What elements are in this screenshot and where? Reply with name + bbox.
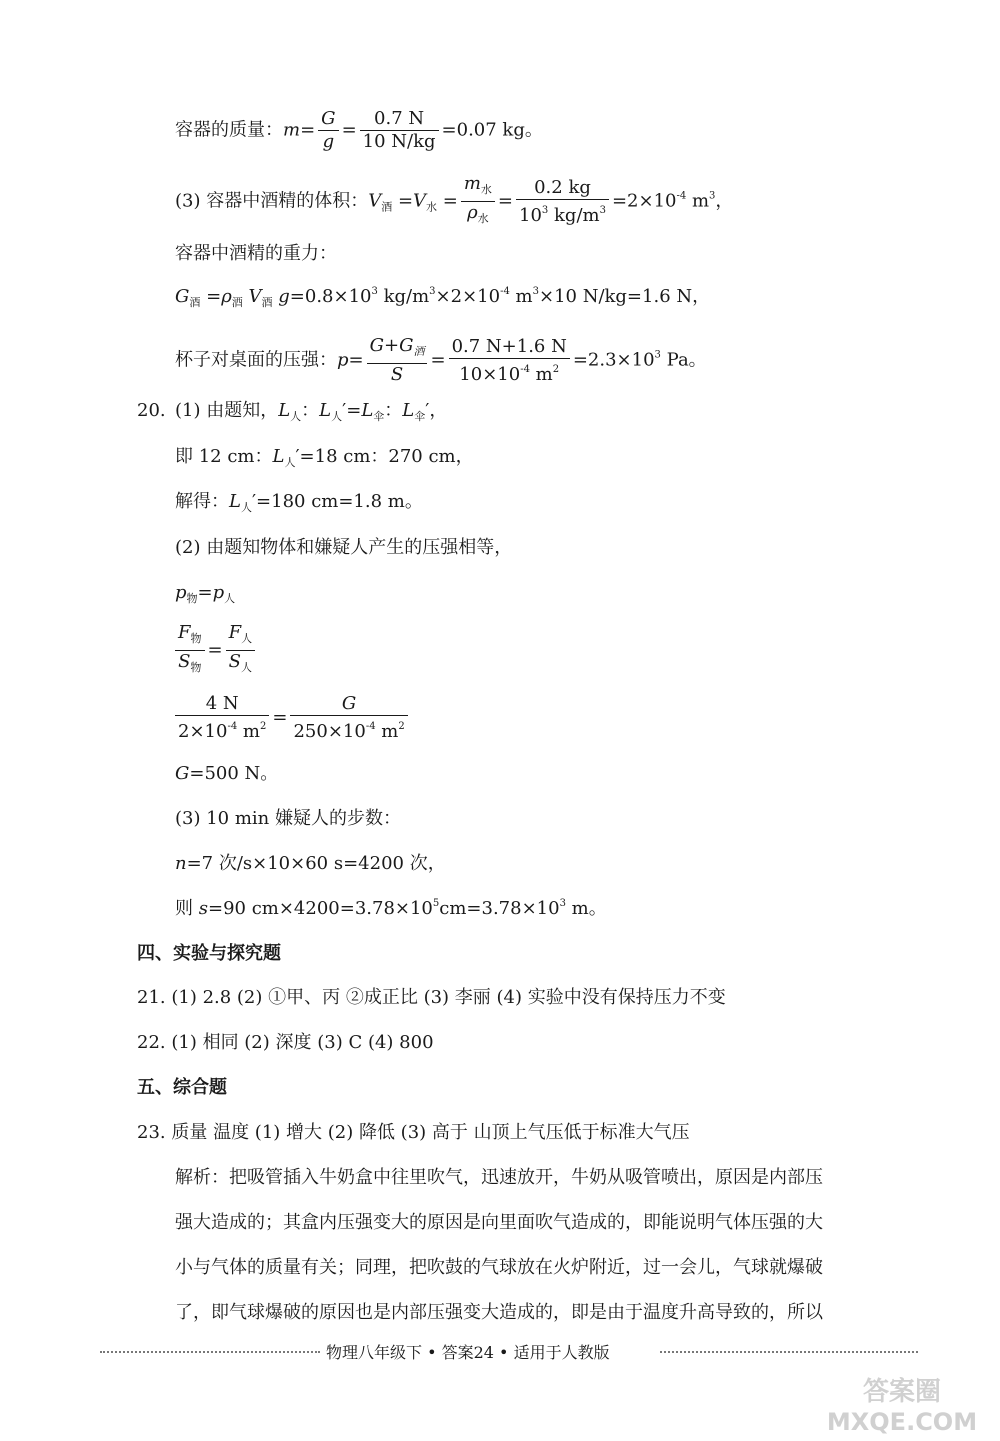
colon: ： [384, 400, 403, 421]
fraction-values [449, 336, 570, 386]
subscript: 人 [224, 592, 236, 605]
analysis-line-2 [175, 1212, 823, 1234]
superscript: -4 [676, 190, 687, 202]
superscript: 3 [559, 898, 566, 909]
fraction-denominator [461, 202, 495, 230]
subscript: 酒 [381, 200, 393, 214]
superscript: 3 [429, 286, 436, 297]
superscript: -4 [500, 286, 510, 297]
subscript: 物 [190, 632, 202, 645]
fraction-denominator: g [322, 131, 335, 152]
result-text: =0.07 kg。 [441, 119, 543, 141]
fraction-numerator [175, 622, 205, 651]
equals: = [200, 286, 222, 307]
subscript: 水 [480, 183, 492, 196]
label-text: (3) 10 min 嫌疑人的步数： [175, 808, 401, 829]
fraction-values [360, 108, 439, 153]
q20-part2-line2 [175, 582, 235, 605]
cup-pressure-line [175, 335, 707, 386]
subscript: 人 [290, 410, 302, 423]
var-L: L [361, 400, 374, 421]
equals: = [392, 190, 414, 212]
analysis-line-4 [175, 1302, 823, 1324]
value: =0.8×10 [289, 286, 372, 307]
result-text: =2.3×10 [572, 349, 655, 371]
section-5-heading [137, 1077, 227, 1099]
subscript: 人 [284, 456, 296, 469]
q22-line [137, 1032, 434, 1054]
section-4-heading [137, 943, 281, 965]
result-text: =7 次/s×10×60 s=4200 次， [186, 853, 446, 874]
q20-number [137, 400, 166, 422]
value: 10×10 [459, 363, 521, 385]
var-L: L [272, 446, 285, 467]
equals: = [341, 119, 357, 141]
watermark-logo [812, 1376, 992, 1436]
footer-label: 物理八年级下 • 答案24 • 适用于人教版 [326, 1343, 610, 1362]
subscript: 伞 [373, 410, 385, 423]
unit: m [375, 721, 399, 742]
superscript: 2 [552, 363, 560, 375]
label-text: 容器的质量： [175, 119, 283, 141]
result-text: ×10 N/kg=1.6 N， [538, 286, 711, 307]
alcohol-gravity-label [175, 243, 337, 265]
fraction-force-area [175, 693, 269, 743]
alcohol-volume-line [175, 173, 733, 230]
superscript: 2 [398, 721, 405, 732]
watermark-graphic [812, 1376, 992, 1436]
label-text: 杯子对桌面的压强： [175, 349, 337, 371]
var-m: m [463, 173, 481, 194]
fraction-numerator: 0.7 N+1.6 N [449, 336, 570, 359]
value: 250×10 [293, 721, 366, 742]
prime: ′ [342, 400, 347, 421]
var-F: F [178, 622, 191, 643]
fraction-numerator [226, 622, 256, 651]
equals: = [197, 582, 213, 603]
superscript: 3 [371, 286, 378, 297]
label-text: (3) 容器中酒精的体积： [175, 190, 369, 212]
subscript: 人 [241, 632, 253, 645]
var-L: L [229, 491, 241, 512]
superscript: 3 [654, 349, 661, 361]
analysis-line-3 [175, 1257, 823, 1279]
var-p: p [212, 582, 225, 603]
fraction-values [516, 177, 609, 227]
fraction-denominator [175, 716, 269, 743]
subscript: 酒 [261, 296, 273, 309]
equals: = [300, 119, 316, 141]
equals: = [207, 639, 223, 661]
superscript: 3 [709, 190, 716, 202]
equals: = [272, 707, 288, 728]
var-G: G [175, 286, 190, 307]
var-F: F [228, 622, 242, 643]
equals: = [430, 349, 446, 371]
watermark-logo-text: 答案圈 [862, 1377, 942, 1407]
equals: = [497, 190, 514, 212]
label-text: 解得： [175, 491, 229, 512]
q20-part3-line2 [175, 853, 446, 875]
var-g: g [272, 286, 290, 307]
punctuation: ， [429, 400, 448, 421]
unit: m [686, 190, 710, 212]
superscript: 3 [541, 204, 549, 216]
var-p: p [337, 349, 349, 371]
answer-text: 23. 质量 温度 (1) 增大 (2) 降低 (3) 高于 山顶上气压低于标准大气压 [137, 1122, 690, 1143]
superscript: -4 [365, 721, 376, 732]
q20-part3-line1 [175, 808, 401, 830]
label-text: 则 [175, 898, 199, 919]
q23-line [137, 1122, 690, 1144]
fraction-denominator [290, 716, 407, 743]
var-rho: ρ [467, 202, 478, 223]
value: G+G [369, 335, 414, 356]
superscript: -4 [520, 363, 530, 375]
unit: m [529, 363, 553, 385]
subscript: 物 [190, 661, 202, 674]
subscript: 人 [331, 410, 343, 423]
value: 10 [519, 204, 542, 226]
subscript: 酒 [413, 345, 425, 358]
unit: kg/m [548, 204, 600, 226]
section-title: 四、实验与探究题 [137, 943, 281, 964]
section-title: 五、综合题 [137, 1077, 227, 1098]
answer-text: 21. (1) 2.8 (2) ①甲、丙 ②成正比 (3) 李丽 (4) 实验中没有保持压力不变 [137, 987, 726, 1008]
unit: m。 [565, 898, 607, 919]
result-text: ′=18 cm：270 cm， [295, 446, 474, 467]
container-mass-line [175, 108, 543, 153]
label-text: 容器中酒精的重力： [175, 243, 337, 264]
fraction-denominator [449, 359, 570, 386]
var-rho: ρ [221, 286, 232, 307]
q20-part1-line3 [175, 491, 423, 514]
analysis-text: 了，即气球爆破的原因也是内部压强变大造成的，即是由于温度升高导致的，所以 [175, 1302, 823, 1323]
unit: kg/m [377, 286, 430, 307]
fraction-denominator [226, 651, 256, 679]
var-V: V [413, 190, 427, 212]
superscript: 3 [599, 204, 606, 216]
var-n: n [175, 853, 187, 874]
q20-part3-line3 [175, 898, 607, 920]
q20-part2-line4 [172, 693, 411, 743]
subscript: 人 [241, 661, 253, 674]
subscript: 水 [426, 200, 438, 214]
footer-dotted-rule-right [660, 1351, 918, 1353]
unit: m [237, 721, 260, 742]
fraction-G-area [290, 693, 407, 743]
var-L: L [278, 400, 291, 421]
analysis-text: 强大造成的；其盒内压强变大的原因是向里面吹气造成的，即能说明气体压强的大 [175, 1212, 823, 1233]
alcohol-gravity-formula [175, 286, 710, 309]
fraction-G-over-S [367, 335, 428, 386]
superscript: -4 [227, 721, 238, 732]
fraction-m-over-rho [461, 173, 495, 230]
q20-part2-line3 [172, 622, 258, 679]
value: =90 cm×4200=3.78×10 [207, 898, 433, 919]
label-text: (1) 由题知， [175, 400, 279, 421]
fraction-numerator [461, 173, 495, 202]
fraction-numerator: G [290, 693, 407, 716]
result-text: =500 N。 [189, 763, 279, 784]
subscript: 伞 [414, 410, 426, 423]
subscript: 物 [186, 592, 198, 605]
q21-line [137, 987, 726, 1009]
fraction-numerator: G [318, 108, 338, 131]
q20-part2-line1 [175, 537, 512, 559]
answer-text: 22. (1) 相同 (2) 深度 (3) C (4) 800 [137, 1032, 434, 1053]
fraction-numerator: 4 N [175, 693, 269, 716]
var-S: S [228, 651, 242, 672]
var-G: G [175, 763, 190, 784]
var-p: p [175, 582, 187, 603]
label-text: (2) 由题知物体和嫌疑人产生的压强相等， [175, 537, 513, 558]
subscript: 酒 [231, 296, 243, 309]
fraction-denominator [175, 651, 205, 679]
fraction-numerator [367, 335, 428, 364]
q20-part1-line1 [175, 400, 447, 423]
var-S: S [178, 651, 191, 672]
equals: = [346, 400, 362, 421]
label-text: 即 12 cm： [175, 446, 273, 467]
colon: ： [301, 400, 320, 421]
superscript: 2 [260, 721, 267, 732]
subscript: 酒 [189, 296, 201, 309]
q20-part2-line5 [175, 763, 278, 785]
q20-part1-line2 [175, 446, 474, 469]
var-L: L [402, 400, 415, 421]
fraction-F-over-S [175, 622, 205, 679]
subscript: 人 [240, 501, 252, 514]
analysis-line-1 [175, 1167, 823, 1189]
subscript: 水 [477, 212, 489, 225]
var-V: V [368, 190, 382, 212]
var-L: L [319, 400, 332, 421]
value: 2×10 [178, 721, 228, 742]
unit: Pa。 [660, 349, 707, 371]
equals: = [348, 349, 364, 371]
analysis-text: 解析：把吸管插入牛奶盒中往里吹气，迅速放开，牛奶从吸管喷出，原因是内部压 [175, 1167, 823, 1188]
prime: ′ [425, 400, 430, 421]
fraction-denominator [516, 200, 609, 227]
footer-dotted-rule-left [100, 1351, 320, 1353]
question-number: 20. [137, 400, 166, 421]
equals: = [437, 190, 458, 212]
result-text: ′=180 cm=1.8 m。 [251, 491, 423, 512]
fraction-F-over-S [226, 622, 256, 679]
var-m: m [283, 119, 301, 141]
value: cm=3.78×10 [439, 898, 560, 919]
punctuation: ， [715, 190, 734, 212]
var-V: V [242, 286, 262, 307]
watermark-url-text: MXQE.COM [826, 1408, 978, 1436]
var-s: s [198, 898, 208, 919]
fraction-denominator: S [390, 364, 404, 385]
value: ×2×10 [435, 286, 501, 307]
superscript: 3 [532, 286, 539, 297]
fraction-G-over-g [318, 108, 338, 153]
fraction-denominator: 10 N/kg [362, 131, 436, 152]
superscript: 5 [432, 898, 440, 909]
result-text: =2×10 [611, 190, 677, 212]
analysis-text: 小与气体的质量有关；同理，把吹鼓的气球放在火炉附近，过一会儿，气球就爆破 [175, 1257, 823, 1278]
unit: m [509, 286, 533, 307]
fraction-numerator: 0.7 N [360, 108, 439, 131]
fraction-numerator: 0.2 kg [516, 177, 609, 200]
